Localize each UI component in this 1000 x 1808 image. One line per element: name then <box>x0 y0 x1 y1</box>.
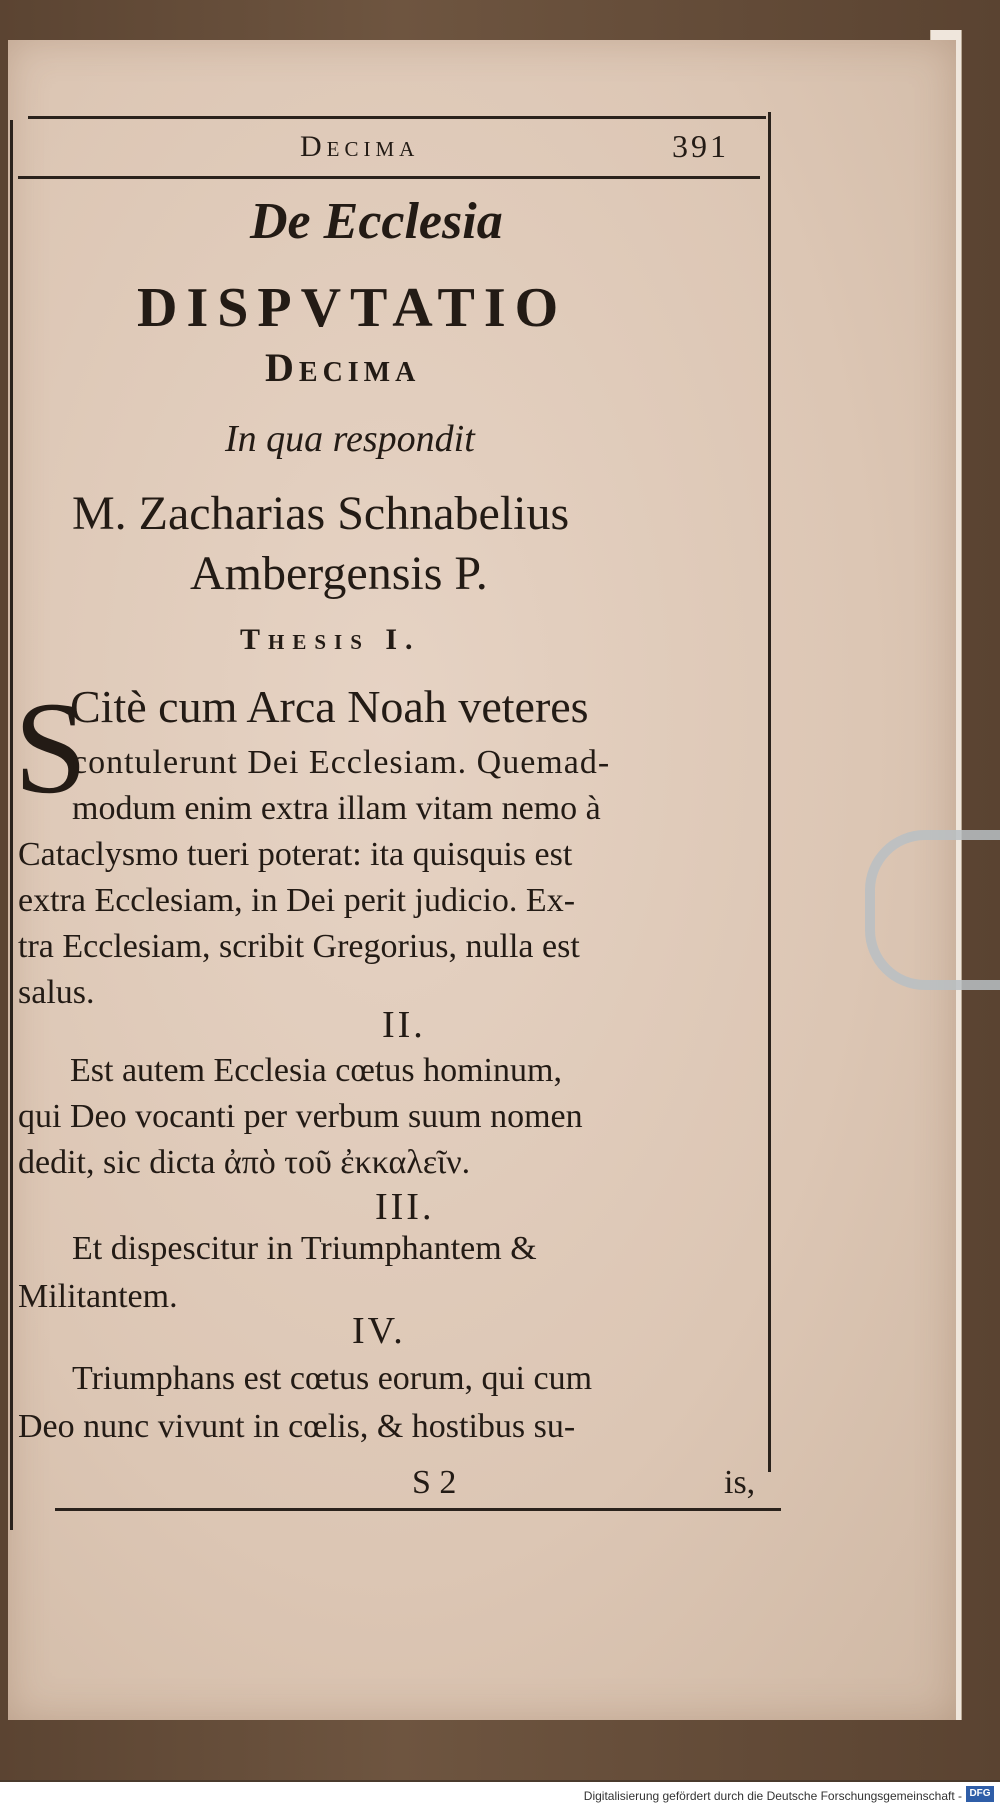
title-respondit: In qua respondit <box>225 418 475 460</box>
handwritten-note: De Ecclesia <box>250 193 503 250</box>
running-head: Decima <box>300 130 420 163</box>
footer-rule <box>55 1508 781 1511</box>
respondent-name: M. Zacharias Schnabelius <box>72 487 570 540</box>
dfg-logo: DFG <box>966 1786 994 1802</box>
header-rule-top <box>28 116 766 119</box>
body-line: Militantem. <box>18 1278 178 1315</box>
body-line: Citè cum Arca Noah veteres <box>70 681 589 732</box>
section-number-iii: III. <box>375 1186 435 1228</box>
drop-cap: S <box>14 674 88 821</box>
body-line: tra Ecclesiam, scribit Gregorius, nulla est <box>18 928 580 965</box>
body-line: Est autem Ecclesia cœtus hominum, <box>70 1052 562 1089</box>
body-line: Cataclysmo tueri poterat: ita quisquis est <box>18 836 573 873</box>
body-line: modum enim extra illam vitam nemo à <box>72 790 601 827</box>
catchword: is, <box>724 1464 756 1501</box>
page-clip <box>865 830 1000 990</box>
body-line: dedit, sic dicta ἀπὸ τοῦ ἐκκαλεῖν. <box>18 1144 471 1181</box>
title-disputatio: DISPVTATIO <box>137 277 568 339</box>
body-line: Triumphans est cœtus eorum, qui cum <box>72 1360 593 1397</box>
section-number-ii: II. <box>382 1004 426 1046</box>
body-line: Et dispescitur in Triumphantem & <box>72 1230 537 1267</box>
digitization-credit: Digitalisierung gefördert durch die Deutsche Forschungsgemeinschaft - <box>583 1789 962 1803</box>
body-line: extra Ecclesiam, in Dei perit judicio. Ex- <box>18 882 576 919</box>
page-number: 391 <box>672 128 729 164</box>
header-rule-bottom <box>18 176 760 179</box>
signature-mark: S 2 <box>412 1464 457 1501</box>
title-decima: Decima <box>265 345 421 390</box>
body-line: qui Deo vocanti per verbum suum nomen <box>18 1098 583 1135</box>
body-line: Deo nunc vivunt in cœlis, & hostibus su- <box>18 1408 576 1445</box>
respondent-origin: Ambergensis P. <box>190 547 488 600</box>
body-line: contulerunt Dei Ecclesiam. Quemad- <box>72 744 611 781</box>
thesis-heading: Thesis I. <box>240 623 421 656</box>
frame-line-right <box>768 112 771 1472</box>
frame-line-left <box>10 120 13 1530</box>
body-line: salus. <box>18 974 95 1011</box>
section-number-iv: IV. <box>352 1310 406 1352</box>
